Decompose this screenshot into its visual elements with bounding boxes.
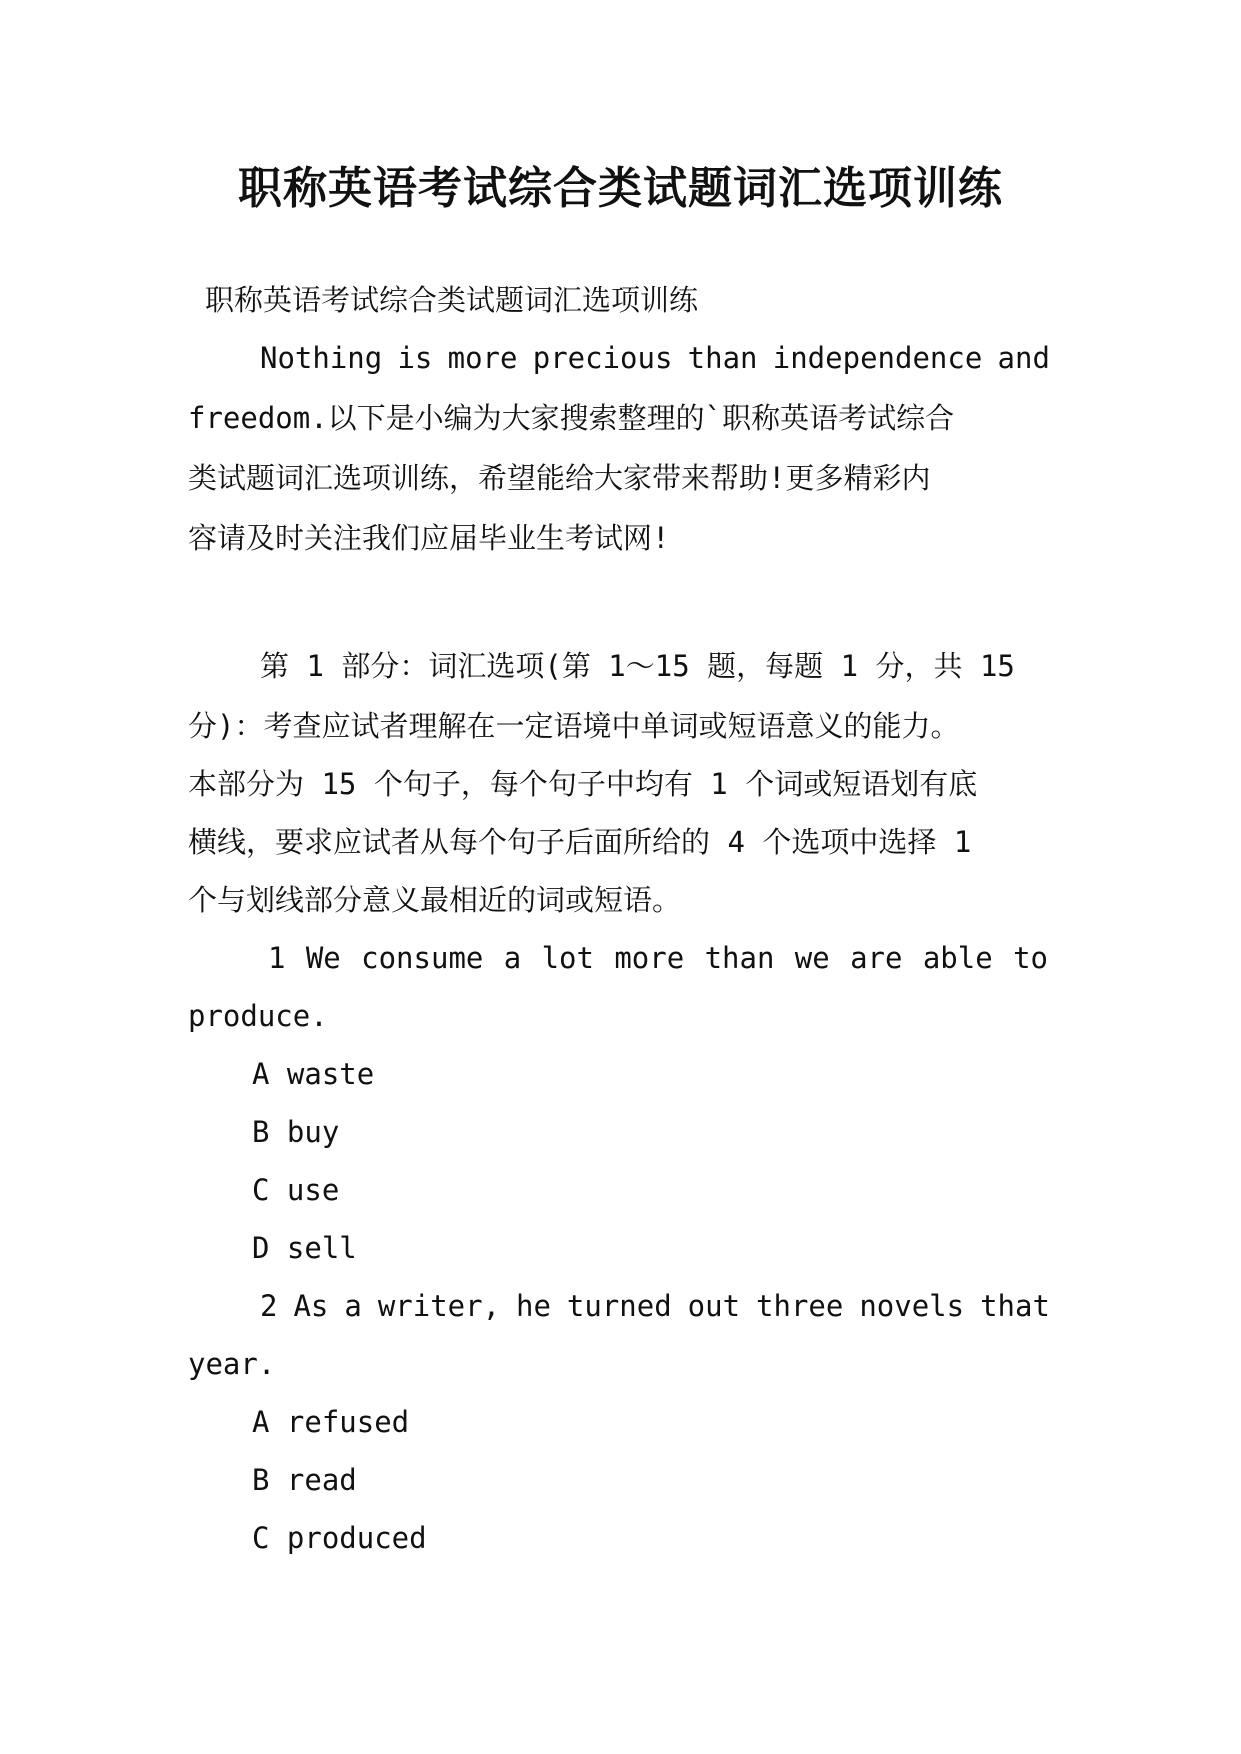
question-word: we (794, 941, 830, 975)
question-word: three (756, 1289, 844, 1323)
intro-word: than (687, 341, 758, 375)
question-word: than (704, 941, 775, 975)
question-word: We (305, 941, 341, 975)
question-word: 2 (260, 1289, 278, 1323)
section-line-2: 分)：考查应试者理解在一定语境中单词或短语意义的能力。 (188, 709, 960, 743)
document-subtitle: 职称英语考试综合类试题词汇选项训练 (205, 283, 699, 317)
question-word: turned (566, 1289, 672, 1323)
question-2-option-a: A refused (252, 1405, 410, 1439)
question-1-option-b: B buy (252, 1115, 340, 1149)
section-line-5: 个与划线部分意义最相近的词或短语。 (188, 883, 682, 917)
document-title: 职称英语考试综合类试题词汇选项训练 (238, 163, 1003, 214)
question-word: are (850, 941, 903, 975)
question-2-line-1 (260, 1286, 1050, 1326)
question-1-option-a: A waste (252, 1057, 375, 1091)
question-word: writer, (377, 1289, 501, 1323)
intro-line-3: 类试题词汇选项训练，希望能给大家带来帮助!更多精彩内 (188, 461, 931, 495)
section-line-3: 本部分为 15 个句子，每个句子中均有 1 个词或短语划有底 (188, 767, 978, 801)
question-word: to (1013, 941, 1048, 975)
intro-word: precious (532, 341, 673, 375)
question-word: a (503, 941, 522, 975)
question-word: lot (541, 941, 594, 975)
intro-word: and (997, 341, 1050, 375)
question-2-option-c: C produced (252, 1521, 427, 1555)
question-word: a (344, 1289, 362, 1323)
intro-line-2: freedom.以下是小编为大家搜索整理的`职称英语考试综合 (188, 401, 955, 435)
question-word: consume (361, 941, 484, 975)
question-2-option-b: B read (252, 1463, 357, 1497)
intro-word: is (397, 341, 433, 375)
section-line-1: 第 1 部分：词汇选项(第 1～15 题，每题 1 分，共 15 (260, 649, 1015, 683)
question-1-line-2: produce. (188, 999, 328, 1033)
question-1-option-d: D sell (252, 1231, 357, 1265)
question-word: more (614, 941, 685, 975)
question-word: novels (859, 1289, 965, 1323)
intro-word: more (447, 341, 518, 375)
section-line-4: 横线，要求应试者从每个句子后面所给的 4 个选项中选择 1 (188, 825, 972, 859)
intro-line-4: 容请及时关注我们应届毕业生考试网! (188, 521, 670, 555)
question-word: able (922, 941, 993, 975)
question-word: As (293, 1289, 329, 1323)
question-1-line-1 (268, 938, 1048, 978)
intro-word: Nothing (260, 341, 383, 375)
question-word: 1 (268, 941, 286, 975)
question-word: that (980, 1289, 1050, 1323)
intro-line-1 (260, 338, 1050, 378)
question-word: he (516, 1289, 551, 1323)
question-1-option-c: C use (252, 1173, 340, 1207)
question-2-line-2: year. (188, 1347, 276, 1381)
question-word: out (687, 1289, 741, 1323)
intro-word: independence (772, 341, 983, 375)
